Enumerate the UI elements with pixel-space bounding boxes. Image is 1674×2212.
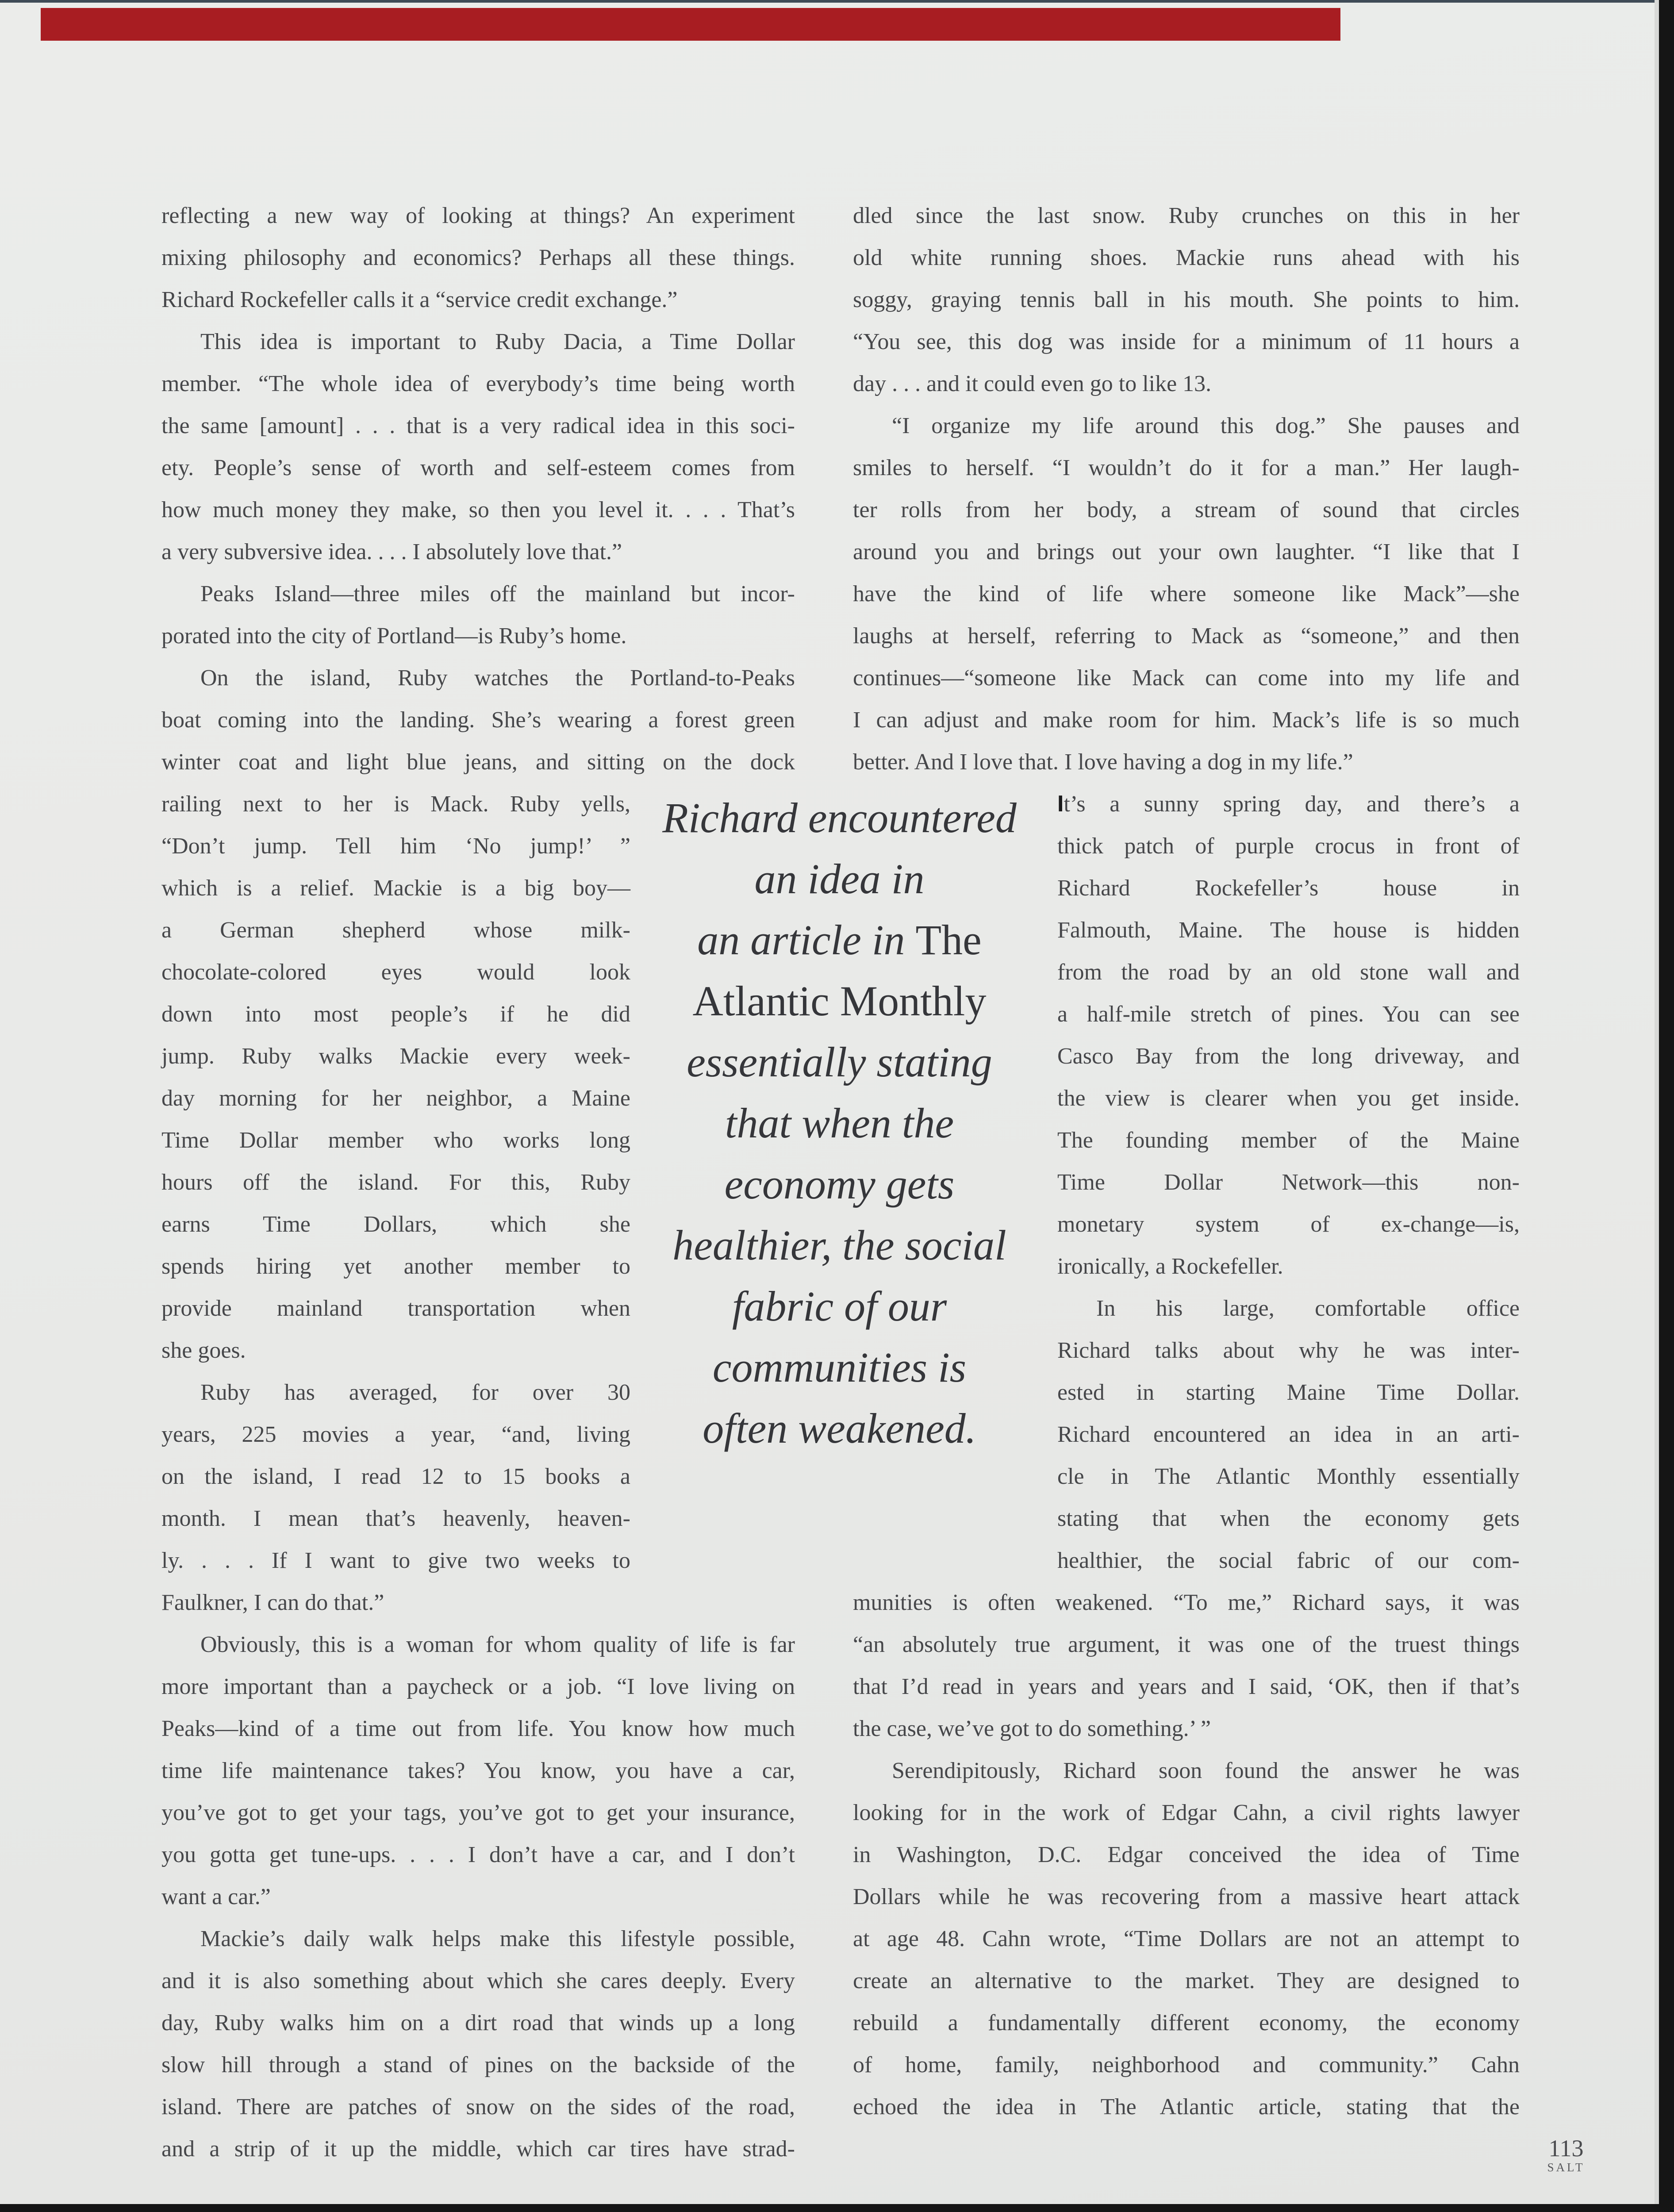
text-line: Peaks Island—three miles off the mainland but incor- bbox=[200, 581, 795, 607]
text-line: echoed the idea in The Atlantic article, stating that the bbox=[853, 2094, 1520, 2120]
pull-quote-italic-text: essentially stating bbox=[687, 1038, 992, 1086]
text-line: chocolate-colored eyes would look bbox=[161, 960, 630, 985]
text-line: the same [amount] . . . that is a very radical idea in this soci- bbox=[161, 413, 795, 438]
text-line: cle in The Atlantic Monthly essentially bbox=[1057, 1464, 1520, 1489]
text-line: which is a relief. Mackie is a big boy— bbox=[161, 876, 630, 901]
paragraph-block bbox=[853, 195, 1520, 783]
scan-right-edge bbox=[1659, 0, 1674, 2212]
text-line: down into most people’s if he did bbox=[161, 1002, 630, 1027]
right-text-column bbox=[853, 195, 1520, 2128]
text-line: reflecting a new way of looking at things? An experiment bbox=[161, 203, 795, 228]
text-line: ly. . . . If I want to give two weeks to bbox=[161, 1548, 630, 1573]
text-line: how much money they make, so then you level it. . . . That’s bbox=[161, 497, 795, 522]
pull-quote-italic-text: communities is bbox=[712, 1344, 967, 1391]
text-line: Peaks—kind of a time out from life. You know how much bbox=[161, 1716, 795, 1741]
bold-lead-capital: I bbox=[1057, 791, 1064, 817]
text-line: provide mainland transportation when bbox=[161, 1296, 630, 1321]
pull-quote-italic-text: Richard encountered bbox=[662, 794, 1017, 841]
text-line: and it is also something about which she cares deeply. Every bbox=[161, 1968, 795, 1993]
text-line: more important than a paycheck or a job. “I love living on bbox=[161, 1674, 795, 1699]
paragraph-block bbox=[161, 195, 795, 783]
text-line: laughs at herself, referring to Mack as “someone,” and then bbox=[853, 623, 1520, 649]
text-line: Richard encountered an idea in an arti- bbox=[1057, 1422, 1520, 1447]
text-line: healthier, the social fabric of our com- bbox=[1057, 1548, 1520, 1573]
text-line: stating that when the economy gets bbox=[1057, 1506, 1520, 1531]
paragraph-block bbox=[853, 1582, 1520, 2128]
text-line: you gotta get tune-ups. . . . I don’t have a car, and I don’t bbox=[161, 1842, 795, 1867]
text-line: Dollars while he was recovering from a massive heart attack bbox=[853, 1884, 1520, 1909]
pull-quote-italic-text: an idea in bbox=[754, 855, 925, 902]
pull-quote-italic-text: economy gets bbox=[724, 1160, 955, 1208]
text-line: earns Time Dollars, which she bbox=[161, 1212, 630, 1237]
top-red-bar bbox=[41, 8, 1340, 41]
text-line: slow hill through a stand of pines on the backside of the bbox=[161, 2052, 795, 2078]
text-line: looking for in the work of Edgar Cahn, a civil rights lawyer bbox=[853, 1800, 1520, 1825]
text-line: railing next to her is Mack. Ruby yells, bbox=[161, 791, 630, 817]
text-line: Serendipitously, Richard soon found the answer he was bbox=[892, 1758, 1520, 1783]
pull-quote-italic-text: often weakened. bbox=[703, 1405, 976, 1452]
text-line: day morning for her neighbor, a Maine bbox=[161, 1086, 630, 1111]
text-line: Time Dollar member who works long bbox=[161, 1128, 630, 1153]
text-line: “You see, this dog was inside for a minimum of 11 hours a bbox=[853, 329, 1520, 354]
pull-quote-roman-text: Atlantic Monthly bbox=[692, 977, 987, 1025]
text-line: soggy, graying tennis ball in his mouth. She points to him. bbox=[853, 287, 1520, 312]
text-line: Richard talks about why he was inter- bbox=[1057, 1338, 1520, 1363]
page-right-edge-highlight bbox=[1655, 0, 1659, 2212]
text-line: the view is clearer when you get inside. bbox=[1057, 1086, 1520, 1111]
text-line: ested in starting Maine Time Dollar. bbox=[1057, 1380, 1520, 1405]
text-line: monetary system of ex-change—is, bbox=[1057, 1212, 1520, 1237]
paragraph-block bbox=[161, 1624, 795, 2170]
text-line: a very subversive idea. . . . I absolutely love that.” bbox=[161, 539, 622, 565]
text-line: Falmouth, Maine. The house is hidden bbox=[1057, 918, 1520, 943]
text-line: spends hiring yet another member to bbox=[161, 1254, 630, 1279]
text-line: This idea is important to Ruby Dacia, a Time Dollar bbox=[200, 329, 795, 354]
text-line: mixing philosophy and economics? Perhaps all these things. bbox=[161, 245, 795, 270]
text-line: jump. Ruby walks Mackie every week- bbox=[161, 1044, 630, 1069]
text-line: ironically, a Rockefeller. bbox=[1057, 1254, 1283, 1279]
paragraph-block bbox=[161, 783, 630, 1624]
text-line: of home, family, neighborhood and community.” Cahn bbox=[853, 2052, 1520, 2078]
text-line: Ruby has averaged, for over 30 bbox=[200, 1380, 630, 1405]
text-line: the case, we’ve got to do something.’ ” bbox=[853, 1716, 1211, 1741]
page-footer bbox=[1528, 2136, 1604, 2174]
text-line: boat coming into the landing. She’s wearing a forest green bbox=[161, 707, 795, 733]
text-line: winter coat and light blue jeans, and sitting on the dock bbox=[161, 749, 795, 775]
text-line: you’ve got to get your tags, you’ve got to get your insurance, bbox=[161, 1800, 795, 1825]
text-line: “an absolutely true argument, it was one of the truest things bbox=[853, 1632, 1520, 1657]
text-line: In his large, comfortable office bbox=[1096, 1296, 1520, 1321]
text-line: on the island, I read 12 to 15 books a bbox=[161, 1464, 630, 1489]
text-line: day . . . and it could even go to like 13. bbox=[853, 371, 1212, 396]
text-line: a half-mile stretch of pines. You can see bbox=[1057, 1002, 1520, 1027]
text-line: better. And I love that. I love having a dog in my life.” bbox=[853, 749, 1353, 775]
text-line: “I organize my life around this dog.” She pauses and bbox=[892, 413, 1520, 438]
text-line: time life maintenance takes? You know, you have a car, bbox=[161, 1758, 795, 1783]
text-line: I can adjust and make room for him. Mack’s life is so much bbox=[853, 707, 1520, 733]
text-line: a German shepherd whose milk- bbox=[161, 918, 630, 943]
scan-bottom-edge bbox=[0, 2204, 1674, 2212]
text-line: Obviously, this is a woman for whom quality of life is far bbox=[200, 1632, 795, 1657]
text-line: create an alternative to the market. They are designed to bbox=[853, 1968, 1520, 1993]
text-line: old white running shoes. Mackie runs ahead with his bbox=[853, 245, 1520, 270]
text-line: island. There are patches of snow on the sides of the road, bbox=[161, 2094, 795, 2120]
text-line: want a car.” bbox=[161, 1884, 271, 1909]
text-line: she goes. bbox=[161, 1338, 246, 1363]
pull-quote-roman-text: The bbox=[915, 916, 982, 964]
text-line: “Don’t jump. Tell him ‘No jump!’ ” bbox=[161, 833, 630, 859]
paragraph-block bbox=[1057, 783, 1520, 1582]
text-line: and a strip of it up the middle, which car tires have strad- bbox=[161, 2136, 795, 2162]
text-line: Richard Rockefeller’s house in bbox=[1057, 876, 1520, 901]
text-line: that I’d read in years and years and I said, ‘OK, then if that’s bbox=[853, 1674, 1520, 1699]
text-line: ter rolls from her body, a stream of sound that circles bbox=[853, 497, 1520, 522]
text-line: years, 225 movies a year, “and, living bbox=[161, 1422, 630, 1447]
text-line: smiles to herself. “I wouldn’t do it for a man.” Her laugh- bbox=[853, 455, 1520, 480]
text-line: in Washington, D.C. Edgar conceived the idea of Time bbox=[853, 1842, 1520, 1867]
text-line: have the kind of life where someone like Mack”—she bbox=[853, 581, 1520, 607]
text-line: month. I mean that’s heavenly, heaven- bbox=[161, 1506, 630, 1531]
text-line: from the road by an old stone wall and bbox=[1057, 960, 1520, 985]
text-line: Richard Rockefeller calls it a “service credit exchange.” bbox=[161, 287, 678, 312]
scan-top-edge bbox=[0, 0, 1674, 3]
text-line: The founding member of the Maine bbox=[1057, 1128, 1520, 1153]
text-line: member. “The whole idea of everybody’s time being worth bbox=[161, 371, 795, 396]
pull-quote-italic-text: healthier, the social bbox=[672, 1221, 1006, 1269]
pull-quote-italic-text: fabric of our bbox=[732, 1283, 947, 1330]
text-line: continues—“someone like Mack can come into my life and bbox=[853, 665, 1520, 691]
text-line: day, Ruby walks him on a dirt road that winds up a long bbox=[161, 2010, 795, 2035]
text-line: munities is often weakened. “To me,” Richard says, it was bbox=[853, 1590, 1520, 1615]
text-line: at age 48. Cahn wrote, “Time Dollars are not an attempt to bbox=[853, 1926, 1520, 1951]
pull-quote-italic-text: an article in bbox=[697, 916, 916, 964]
magazine-name: SALT bbox=[1547, 2161, 1585, 2174]
pull-quote-italic-text: that when the bbox=[725, 1099, 954, 1147]
text-line: ety. People’s sense of worth and self-esteem comes from bbox=[161, 455, 795, 480]
text-line: It’s a sunny spring day, and there’s a bbox=[1057, 791, 1520, 817]
text-line: Mackie’s daily walk helps make this lifestyle possible, bbox=[200, 1926, 795, 1951]
text-line: Casco Bay from the long driveway, and bbox=[1057, 1044, 1520, 1069]
text-line: Time Dollar Network—this non- bbox=[1057, 1170, 1520, 1195]
text-line: On the island, Ruby watches the Portland-to-Peaks bbox=[200, 665, 795, 691]
text-line: porated into the city of Portland—is Ruby’s home. bbox=[161, 623, 627, 649]
text-line: hours off the island. For this, Ruby bbox=[161, 1170, 630, 1195]
text-line: Faulkner, I can do that.” bbox=[161, 1590, 384, 1615]
text-line: around you and brings out your own laughter. “I like that I bbox=[853, 539, 1520, 565]
text-line: thick patch of purple crocus in front of bbox=[1057, 833, 1520, 859]
text-line: rebuild a fundamentally different economy, the economy bbox=[853, 2010, 1520, 2035]
text-line: dled since the last snow. Ruby crunches on this in her bbox=[853, 203, 1520, 228]
page-number: 113 bbox=[1548, 2135, 1584, 2162]
